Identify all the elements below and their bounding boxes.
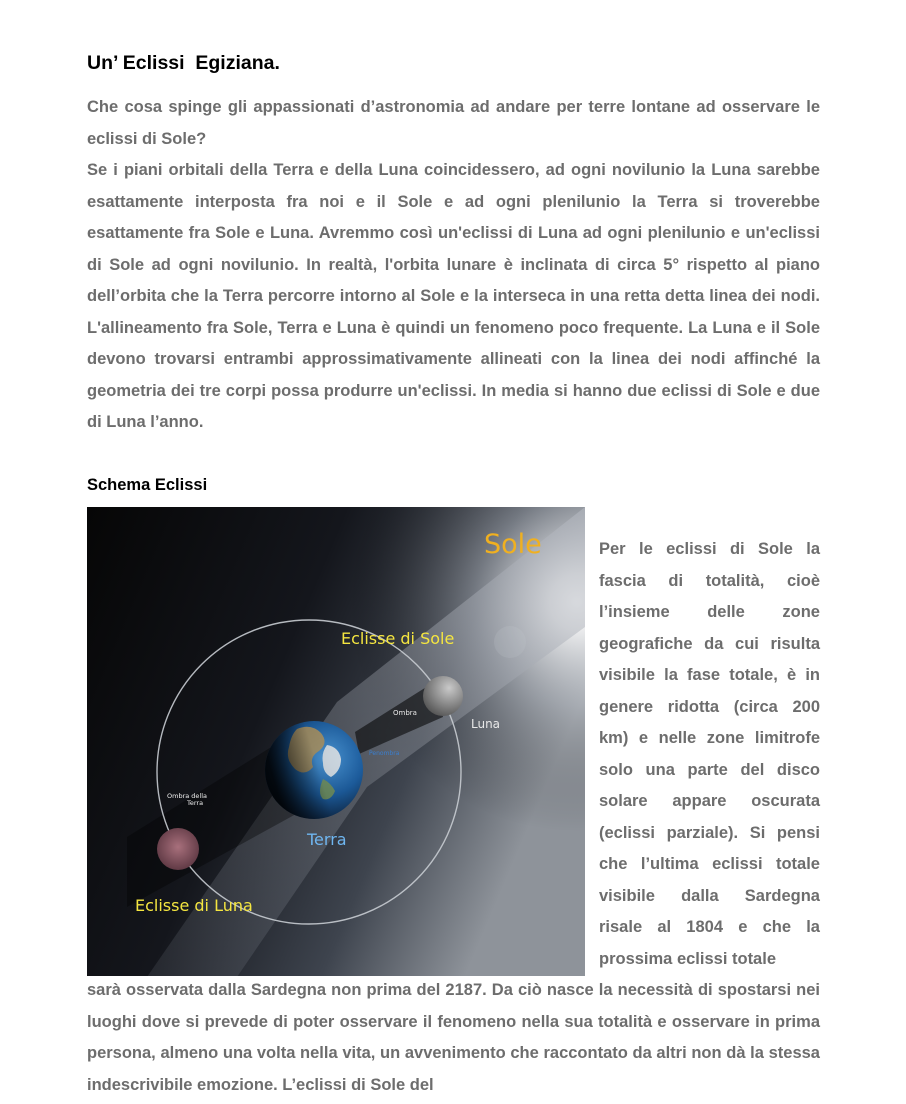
document-title: Un’ Eclissi Egiziana. xyxy=(87,52,280,74)
penumbra-label: Penombra xyxy=(369,750,400,757)
solar-eclipse-label: Eclisse di Sole xyxy=(341,629,455,648)
eclipse-diagram-image xyxy=(87,507,585,976)
lunar-eclipse-label: Eclisse di Luna xyxy=(135,896,253,915)
earth-shadow-label-line2: Terra xyxy=(187,799,204,807)
eclipsed-moon-icon xyxy=(157,828,199,870)
intro-question: Che cosa spinge gli appassionati d’astronomia ad andare per terre lontane ad osservare le eclissi di Sole? xyxy=(87,98,820,148)
side-paragraph: Per le eclissi di Sole la fascia di totalità, cioè l’insieme delle zone geografiche da cui risulta visibile la fase totale, è in genere ridotta (circa 200 km) e nelle zone limitrofe solo una parte del disco solare appare oscurata (eclissi parziale). Si pensi che l’ultima eclissi totale visibile dalla Sardegna risale al 1804 e che la prossima eclissi totale xyxy=(599,540,820,968)
moon-icon xyxy=(423,676,463,716)
intro-text xyxy=(87,92,820,439)
earth-icon xyxy=(265,721,363,819)
earth-label: Terra xyxy=(307,830,347,849)
side-text xyxy=(599,534,820,975)
sun-label: Sole xyxy=(484,529,542,560)
earth-shadow-label-line1: Ombra della xyxy=(167,792,208,800)
eclipse-diagram xyxy=(87,507,585,976)
moon-label: Luna xyxy=(471,717,501,731)
continuation-text xyxy=(87,975,820,1101)
intro-paragraph: Se i piani orbitali della Terra e della Luna coincidessero, ad ogni novilunio la Luna sarebbe esattamente interposta fra noi e il Sole e ad ogni plenilunio la Terra si troverebbe esattamente fra Sole e Luna. Avremmo così un'eclissi di Luna ad ogni plenilunio e un'eclissi di Sole ad ogni novilunio. In realtà, l'orbita lunare è inclinata di circa 5° rispetto al piano dell’orbita che la Terra percorre intorno al Sole e la interseca in una retta detta linea dei nodi. L'allineamento fra Sole, Terra e Luna è quindi un fenomeno poco frequente. La Luna e il Sole devono trovarsi entrambi approssimativamente allineati con la linea dei nodi affinché la geometria dei tre corpi possa produrre un'eclissi. In media si hanno due eclissi di Sole e due di Luna l’anno. xyxy=(87,161,820,431)
figure-heading: Schema Eclissi xyxy=(87,476,208,494)
continuation-paragraph: sarà osservata dalla Sardegna non prima del 2187. Da ciò nasce la necessità di spostarsi nei luoghi dove si prevede di poter osservare il fenomeno nella sua totalità e osservare in prima persona, almeno una volta nella vita, un avvenimento che raccontato da altri non dà la stessa indescrivibile emozione. L’eclissi di Sole del xyxy=(87,981,820,1094)
faint-disc xyxy=(494,626,526,658)
umbra-label: Ombra xyxy=(393,709,417,717)
